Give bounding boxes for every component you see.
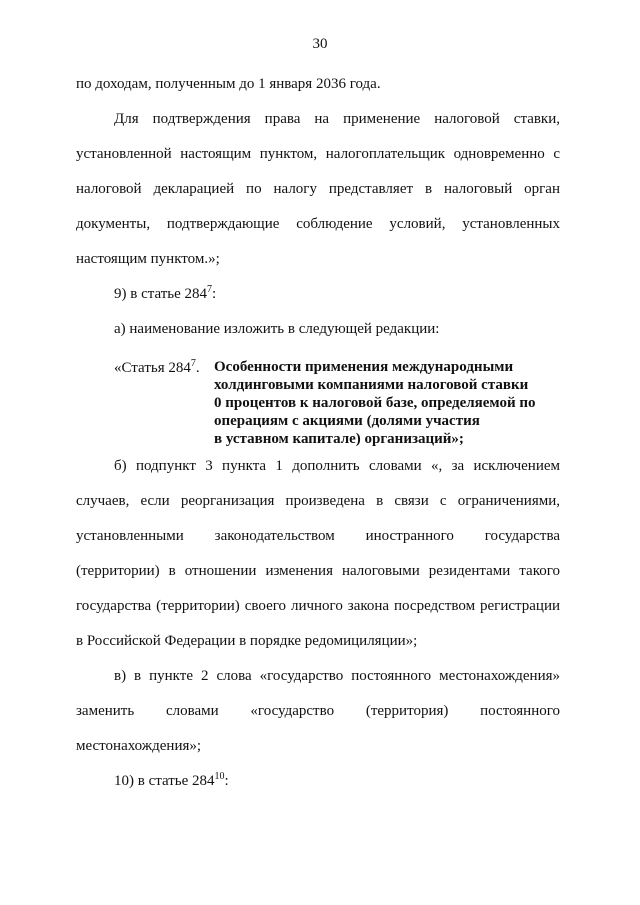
article-title-line: холдинговыми компаниями налоговой ставки (214, 377, 529, 393)
article-block (76, 358, 560, 450)
paragraph-line: установленной настоящим пунктом, налогоплательщик одновременно с (76, 146, 560, 162)
paragraph-line: документы, подтверждающие соблюдение условий, установленных (76, 216, 560, 232)
item-9-heading (76, 284, 560, 319)
article-title-line: Особенности применения международными (214, 359, 514, 375)
article-label-tail: . (195, 360, 200, 376)
paragraph-line: Для подтверждения права на применение налоговой ставки, (114, 111, 560, 127)
item-10-heading (76, 771, 560, 806)
article-title-line: операциям с акциями (долями участия (214, 413, 480, 429)
page-number: 30 (312, 36, 328, 52)
item-a-line: а) наименование изложить в следующей редакции: (114, 321, 440, 337)
paragraph-line: в) в пункте 2 слова «государство постоянного местонахождения» (114, 668, 560, 684)
paragraph-line: в Российской Федерации в порядке редомициляции»; (76, 633, 418, 649)
article-label (114, 358, 200, 378)
article-title-line: в уставном капитале) организаций»; (214, 431, 464, 447)
item-10-tail: : (224, 773, 229, 789)
article-label-text: «Статья 284 (114, 360, 191, 376)
paragraph-line: (территории) в отношении изменения налоговыми резидентами такого (76, 563, 560, 579)
paragraph-line: местонахождения»; (76, 738, 202, 754)
article-title (214, 358, 564, 448)
text-line: по доходам, полученным до 1 января 2036 года. (76, 76, 381, 92)
paragraph-line: настоящим пунктом.»; (76, 251, 220, 267)
item-10-superscript: 10 (214, 771, 225, 782)
paragraph-line: налоговой декларацией по налогу представляет в налоговый орган (76, 181, 560, 197)
paragraph-line: б) подпункт 3 пункта 1 дополнить словами «, за исключением (114, 458, 560, 474)
item-9-tail: : (212, 286, 217, 302)
paragraph-line: государства (территории) своего личного закона посредством регистрации (76, 598, 560, 614)
article-label-superscript: 7 (190, 358, 196, 369)
item-9-superscript: 7 (207, 284, 213, 295)
article-title-line: 0 процентов к налоговой базе, определяемой по (214, 395, 536, 411)
item-9-text: 9) в статье 284 (114, 286, 208, 302)
paragraph-line: случаев, если реорганизация произведена в связи с ограничениями, (76, 493, 560, 509)
item-10-text: 10) в статье 284 (114, 773, 215, 789)
paragraph-line: заменить словами «государство (территория) постоянного (76, 703, 560, 719)
document-body (76, 74, 560, 806)
paragraph-line: установленными законодательством иностранного государства (76, 528, 560, 544)
